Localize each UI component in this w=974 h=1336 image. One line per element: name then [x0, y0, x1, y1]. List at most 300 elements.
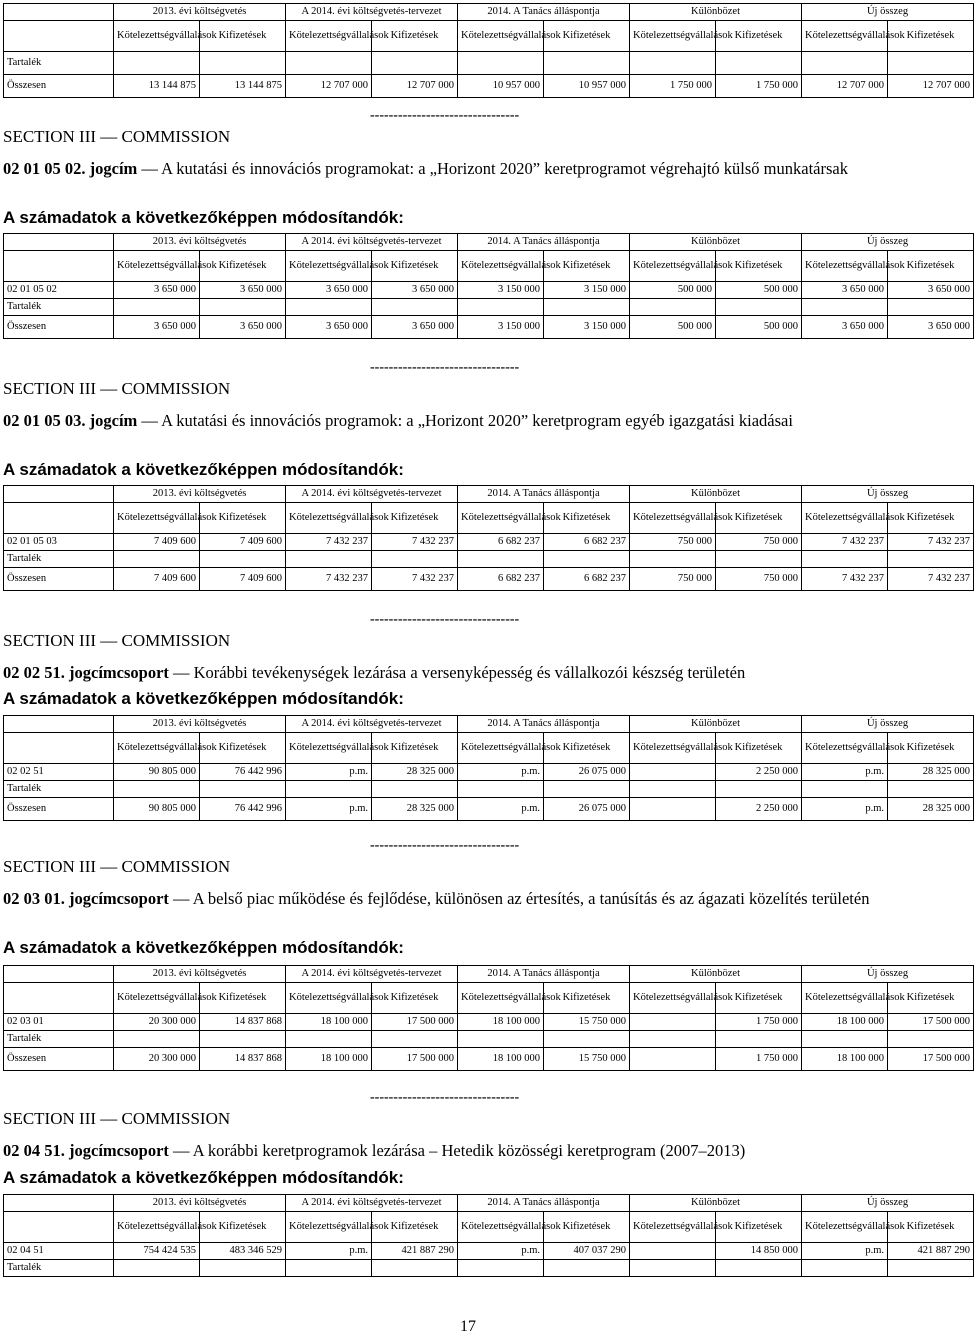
amendment-subheading: A számadatok a következőképpen módosítandók:	[3, 938, 404, 957]
budget-line-code: 02 03 01. jogcímcsoport	[3, 889, 169, 908]
amount-cell: 3 150 000	[458, 282, 544, 299]
amount-cell: 7 432 237	[888, 568, 974, 591]
payments-header: Kifizetések	[544, 21, 630, 52]
amount-cell: 407 037 290	[544, 1243, 630, 1260]
amount-cell	[888, 781, 974, 798]
amount-cell	[802, 299, 888, 316]
commitments-header: Kötelezettségvállalások	[802, 733, 888, 764]
payments-header: Kifizetések	[888, 251, 974, 282]
commitments-header: Kötelezettségvállalások	[630, 983, 716, 1014]
column-group-header: 2013. évi költségvetés	[114, 966, 286, 983]
amount-cell: 1 750 000	[716, 1048, 802, 1071]
amount-cell	[630, 781, 716, 798]
amount-cell: 7 432 237	[372, 568, 458, 591]
commitments-header: Kötelezettségvállalások	[630, 21, 716, 52]
amount-cell	[716, 52, 802, 75]
amount-cell: 26 075 000	[544, 764, 630, 781]
amount-cell: 90 805 000	[114, 764, 200, 781]
amount-cell: 15 750 000	[544, 1014, 630, 1031]
header-corner	[4, 234, 114, 251]
budget-line-code: 02 01 05 02. jogcím	[3, 159, 138, 178]
payments-header: Kifizetések	[544, 733, 630, 764]
column-group-header: A 2014. évi költségvetés-tervezet	[286, 1195, 458, 1212]
amount-cell	[630, 1014, 716, 1031]
budget-line-title	[3, 158, 953, 179]
amount-cell	[372, 52, 458, 75]
amount-cell: 6 682 237	[544, 534, 630, 551]
amount-cell	[200, 1260, 286, 1277]
row-label: Összesen	[4, 568, 114, 591]
section-heading: SECTION III — COMMISSION	[3, 379, 231, 398]
column-group-header: Új összeg	[802, 234, 974, 251]
column-group-header: Különbözet	[630, 4, 802, 21]
column-group-header: 2014. A Tanács álláspontja	[458, 234, 630, 251]
amount-cell	[372, 551, 458, 568]
commitments-header: Kötelezettségvállalások	[114, 503, 200, 534]
amount-cell	[114, 781, 200, 798]
amount-cell	[630, 1260, 716, 1277]
amount-cell	[630, 1048, 716, 1071]
budget-line-row	[4, 1014, 974, 1031]
payments-header: Kifizetések	[544, 983, 630, 1014]
amount-cell: p.m.	[802, 1243, 888, 1260]
amendment-subheading: A számadatok a következőképpen módosítandók:	[3, 1168, 404, 1187]
commitments-header: Kötelezettségvállalások	[458, 21, 544, 52]
amount-cell	[114, 1031, 200, 1048]
budget-line-description: — Korábbi tevékenységek lezárása a versenyképesség és vállalkozói készség területén	[168, 663, 746, 682]
amount-cell	[286, 1031, 372, 1048]
amount-cell: 18 100 000	[802, 1048, 888, 1071]
amount-cell: 750 000	[630, 534, 716, 551]
amount-cell	[630, 798, 716, 821]
amount-cell	[630, 52, 716, 75]
amount-cell: 18 100 000	[286, 1048, 372, 1071]
header-corner	[4, 486, 114, 503]
row-label: Összesen	[4, 798, 114, 821]
amount-cell	[544, 1260, 630, 1277]
amount-cell	[630, 299, 716, 316]
amount-cell	[458, 1260, 544, 1277]
amount-cell	[200, 551, 286, 568]
payments-header: Kifizetések	[716, 733, 802, 764]
row-label: Tartalék	[4, 1031, 114, 1048]
amount-cell	[286, 1260, 372, 1277]
amount-cell: 7 409 600	[114, 568, 200, 591]
payments-header: Kifizetések	[200, 503, 286, 534]
commitments-header: Kötelezettségvállalások	[114, 21, 200, 52]
amount-cell	[200, 781, 286, 798]
payments-header: Kifizetések	[372, 503, 458, 534]
row-label: Összesen	[4, 1048, 114, 1071]
amount-cell: 6 682 237	[544, 568, 630, 591]
amount-cell	[544, 1031, 630, 1048]
amount-cell: 28 325 000	[888, 798, 974, 821]
amount-cell: 1 750 000	[716, 75, 802, 98]
amount-cell: 14 837 868	[200, 1014, 286, 1031]
amount-cell	[630, 551, 716, 568]
budget-line-title	[3, 888, 953, 909]
section-heading: SECTION III — COMMISSION	[3, 857, 231, 876]
commitments-header: Kötelezettségvállalások	[802, 251, 888, 282]
amount-cell	[888, 299, 974, 316]
payments-header: Kifizetések	[372, 733, 458, 764]
amount-cell: 7 409 600	[114, 534, 200, 551]
reserve-row	[4, 1260, 974, 1277]
payments-header: Kifizetések	[716, 251, 802, 282]
amount-cell	[458, 52, 544, 75]
reserve-row	[4, 551, 974, 568]
amount-cell: 12 707 000	[888, 75, 974, 98]
amount-cell	[716, 1031, 802, 1048]
commitments-header: Kötelezettségvállalások	[802, 983, 888, 1014]
header-corner	[4, 716, 114, 733]
amount-cell: 7 409 600	[200, 568, 286, 591]
column-group-header: 2014. A Tanács álláspontja	[458, 716, 630, 733]
payments-header: Kifizetések	[372, 983, 458, 1014]
commitments-header: Kötelezettségvállalások	[802, 1212, 888, 1243]
amount-cell: 500 000	[630, 282, 716, 299]
amount-cell	[200, 52, 286, 75]
amount-cell: 13 144 875	[200, 75, 286, 98]
amount-cell: 17 500 000	[372, 1048, 458, 1071]
separator-line: --------------------------------	[370, 612, 520, 627]
amount-cell: 10 957 000	[544, 75, 630, 98]
column-group-header: Új összeg	[802, 966, 974, 983]
amount-cell	[372, 1031, 458, 1048]
amount-cell	[372, 1260, 458, 1277]
amount-cell	[544, 299, 630, 316]
amount-cell	[544, 781, 630, 798]
amount-cell: p.m.	[802, 798, 888, 821]
amount-cell: p.m.	[286, 764, 372, 781]
amount-cell	[286, 551, 372, 568]
amount-cell: p.m.	[458, 798, 544, 821]
header-corner	[4, 21, 114, 52]
budget-table	[3, 1194, 974, 1277]
amount-cell: 17 500 000	[888, 1048, 974, 1071]
payments-header: Kifizetések	[544, 251, 630, 282]
row-label: Tartalék	[4, 551, 114, 568]
payments-header: Kifizetések	[200, 251, 286, 282]
amount-cell: 12 707 000	[372, 75, 458, 98]
amount-cell: 14 850 000	[716, 1243, 802, 1260]
header-corner	[4, 733, 114, 764]
amount-cell	[114, 551, 200, 568]
amount-cell	[802, 1260, 888, 1277]
amount-cell: 28 325 000	[372, 764, 458, 781]
payments-header: Kifizetések	[372, 251, 458, 282]
page-number: 17	[460, 1318, 476, 1335]
budget-line-row	[4, 282, 974, 299]
amount-cell: 3 650 000	[888, 282, 974, 299]
payments-header: Kifizetések	[716, 983, 802, 1014]
payments-header: Kifizetések	[544, 1212, 630, 1243]
amount-cell	[200, 1031, 286, 1048]
amount-cell: 7 432 237	[888, 534, 974, 551]
amount-cell: 500 000	[630, 316, 716, 339]
row-label: Tartalék	[4, 1260, 114, 1277]
amount-cell: p.m.	[458, 1243, 544, 1260]
amount-cell	[286, 299, 372, 316]
header-row-years	[4, 716, 974, 733]
commitments-header: Kötelezettségvállalások	[114, 983, 200, 1014]
amount-cell	[458, 299, 544, 316]
total-row	[4, 798, 974, 821]
amount-cell: 7 409 600	[200, 534, 286, 551]
amount-cell: 3 650 000	[802, 282, 888, 299]
amount-cell	[802, 781, 888, 798]
reserve-row	[4, 299, 974, 316]
header-row-types	[4, 503, 974, 534]
column-group-header: Különbözet	[630, 1195, 802, 1212]
amount-cell: 750 000	[716, 568, 802, 591]
amount-cell	[888, 52, 974, 75]
amount-cell: 76 442 996	[200, 798, 286, 821]
header-row-years	[4, 1195, 974, 1212]
column-group-header: 2013. évi költségvetés	[114, 1195, 286, 1212]
row-label: Összesen	[4, 316, 114, 339]
commitments-header: Kötelezettségvállalások	[286, 733, 372, 764]
commitments-header: Kötelezettségvállalások	[458, 503, 544, 534]
budget-line-description: — A korábbi keretprogramok lezárása – Hetedik közösségi keretprogram (2007–2013)	[168, 1141, 746, 1160]
amount-cell	[802, 52, 888, 75]
commitments-header: Kötelezettségvállalások	[114, 733, 200, 764]
amendment-subheading: A számadatok a következőképpen módosítandók:	[3, 208, 404, 227]
reserve-row	[4, 1031, 974, 1048]
budget-line-description: — A kutatási és innovációs programokat: a „Horizont 2020” keretprogramot végrehajtó külső munkatársak	[137, 159, 848, 178]
column-group-header: Új összeg	[802, 486, 974, 503]
amount-cell: p.m.	[802, 764, 888, 781]
header-corner	[4, 983, 114, 1014]
column-group-header: 2014. A Tanács álláspontja	[458, 966, 630, 983]
commitments-header: Kötelezettségvállalások	[458, 1212, 544, 1243]
amount-cell: 7 432 237	[802, 568, 888, 591]
payments-header: Kifizetések	[888, 1212, 974, 1243]
amount-cell	[888, 551, 974, 568]
column-group-header: 2014. A Tanács álláspontja	[458, 4, 630, 21]
total-row	[4, 568, 974, 591]
budget-line-title	[3, 662, 953, 683]
amount-cell	[630, 1031, 716, 1048]
amount-cell	[458, 781, 544, 798]
section-heading: SECTION III — COMMISSION	[3, 631, 231, 650]
commitments-header: Kötelezettségvállalások	[630, 251, 716, 282]
amount-cell	[544, 551, 630, 568]
header-corner	[4, 1212, 114, 1243]
amount-cell: 28 325 000	[888, 764, 974, 781]
amount-cell: 26 075 000	[544, 798, 630, 821]
row-label: Tartalék	[4, 52, 114, 75]
row-label: 02 04 51	[4, 1243, 114, 1260]
amount-cell	[802, 551, 888, 568]
amount-cell: 7 432 237	[286, 534, 372, 551]
amount-cell: 18 100 000	[458, 1014, 544, 1031]
row-label: Tartalék	[4, 781, 114, 798]
commitments-header: Kötelezettségvállalások	[802, 21, 888, 52]
column-group-header: A 2014. évi költségvetés-tervezet	[286, 234, 458, 251]
amount-cell: 12 707 000	[802, 75, 888, 98]
amount-cell: 500 000	[716, 282, 802, 299]
commitments-header: Kötelezettségvállalások	[286, 983, 372, 1014]
amount-cell	[716, 781, 802, 798]
amount-cell: 3 650 000	[286, 316, 372, 339]
amount-cell: p.m.	[458, 764, 544, 781]
commitments-header: Kötelezettségvállalások	[114, 1212, 200, 1243]
column-group-header: A 2014. évi költségvetés-tervezet	[286, 966, 458, 983]
payments-header: Kifizetések	[544, 503, 630, 534]
header-corner	[4, 966, 114, 983]
amount-cell: 17 500 000	[372, 1014, 458, 1031]
amount-cell	[372, 781, 458, 798]
budget-line-title	[3, 1140, 953, 1161]
header-corner	[4, 4, 114, 21]
amount-cell	[544, 52, 630, 75]
amount-cell: p.m.	[286, 798, 372, 821]
column-group-header: 2013. évi költségvetés	[114, 4, 286, 21]
amount-cell: 421 887 290	[372, 1243, 458, 1260]
amount-cell	[888, 1031, 974, 1048]
amount-cell: 3 650 000	[114, 282, 200, 299]
header-row-years	[4, 966, 974, 983]
commitments-header: Kötelezettségvállalások	[458, 733, 544, 764]
payments-header: Kifizetések	[200, 733, 286, 764]
budget-line-description: — A kutatási és innovációs programok: a „Horizont 2020” keretprogram egyéb igazgatási kiadásai	[137, 411, 793, 430]
payments-header: Kifizetések	[888, 983, 974, 1014]
amount-cell	[630, 1243, 716, 1260]
separator-line: --------------------------------	[370, 360, 520, 375]
amount-cell: 18 100 000	[458, 1048, 544, 1071]
commitments-header: Kötelezettségvállalások	[286, 1212, 372, 1243]
row-label: Összesen	[4, 75, 114, 98]
amount-cell: 3 650 000	[802, 316, 888, 339]
budget-table	[3, 233, 974, 339]
amount-cell: 13 144 875	[114, 75, 200, 98]
amount-cell	[716, 299, 802, 316]
commitments-header: Kötelezettségvállalások	[286, 21, 372, 52]
amount-cell: 750 000	[630, 568, 716, 591]
row-label: 02 01 05 03	[4, 534, 114, 551]
amount-cell: 500 000	[716, 316, 802, 339]
section-heading: SECTION III — COMMISSION	[3, 127, 231, 146]
separator-line: --------------------------------	[370, 838, 520, 853]
amount-cell: 3 150 000	[544, 316, 630, 339]
reserve-row	[4, 52, 974, 75]
amendment-subheading: A számadatok a következőképpen módosítandók:	[3, 689, 404, 708]
column-group-header: 2013. évi költségvetés	[114, 486, 286, 503]
header-corner	[4, 503, 114, 534]
amount-cell: 1 750 000	[716, 1014, 802, 1031]
column-group-header: 2013. évi költségvetés	[114, 234, 286, 251]
amount-cell	[888, 1260, 974, 1277]
total-row	[4, 316, 974, 339]
amount-cell	[114, 52, 200, 75]
amount-cell: 76 442 996	[200, 764, 286, 781]
amount-cell	[114, 299, 200, 316]
amount-cell	[286, 781, 372, 798]
row-label: 02 03 01	[4, 1014, 114, 1031]
section-heading: SECTION III — COMMISSION	[3, 1109, 231, 1128]
commitments-header: Kötelezettségvállalások	[630, 733, 716, 764]
total-row	[4, 1048, 974, 1071]
amount-cell	[630, 764, 716, 781]
budget-line-code: 02 02 51. jogcímcsoport	[3, 663, 169, 682]
commitments-header: Kötelezettségvállalások	[286, 251, 372, 282]
amount-cell: 7 432 237	[372, 534, 458, 551]
budget-line-code: 02 01 05 03. jogcím	[3, 411, 138, 430]
amount-cell: 3 650 000	[200, 316, 286, 339]
budget-line-row	[4, 764, 974, 781]
amount-cell: 3 650 000	[200, 282, 286, 299]
column-group-header: A 2014. évi költségvetés-tervezet	[286, 716, 458, 733]
header-row-years	[4, 234, 974, 251]
column-group-header: Új összeg	[802, 4, 974, 21]
column-group-header: A 2014. évi költségvetés-tervezet	[286, 486, 458, 503]
row-label: 02 02 51	[4, 764, 114, 781]
commitments-header: Kötelezettségvállalások	[114, 251, 200, 282]
budget-line-code: 02 04 51. jogcímcsoport	[3, 1141, 169, 1160]
header-row-types	[4, 251, 974, 282]
amount-cell: 6 682 237	[458, 534, 544, 551]
budget-table	[3, 965, 974, 1071]
row-label: 02 01 05 02	[4, 282, 114, 299]
payments-header: Kifizetések	[372, 21, 458, 52]
payments-header: Kifizetések	[200, 21, 286, 52]
amount-cell: 15 750 000	[544, 1048, 630, 1071]
column-group-header: Különbözet	[630, 716, 802, 733]
amount-cell	[458, 551, 544, 568]
amount-cell	[114, 1260, 200, 1277]
payments-header: Kifizetések	[372, 1212, 458, 1243]
amount-cell: 3 150 000	[458, 316, 544, 339]
amount-cell: 17 500 000	[888, 1014, 974, 1031]
amount-cell: p.m.	[286, 1243, 372, 1260]
amount-cell: 18 100 000	[286, 1014, 372, 1031]
amount-cell: 483 346 529	[200, 1243, 286, 1260]
commitments-header: Kötelezettségvállalások	[458, 983, 544, 1014]
column-group-header: 2014. A Tanács álláspontja	[458, 1195, 630, 1212]
column-group-header: Új összeg	[802, 716, 974, 733]
commitments-header: Kötelezettségvállalások	[630, 1212, 716, 1243]
payments-header: Kifizetések	[716, 21, 802, 52]
amount-cell	[716, 551, 802, 568]
amount-cell: 12 707 000	[286, 75, 372, 98]
header-row-types	[4, 21, 974, 52]
budget-line-row	[4, 534, 974, 551]
header-row-years	[4, 486, 974, 503]
column-group-header: Új összeg	[802, 1195, 974, 1212]
total-row	[4, 75, 974, 98]
payments-header: Kifizetések	[716, 1212, 802, 1243]
budget-table	[3, 485, 974, 591]
amount-cell: 421 887 290	[888, 1243, 974, 1260]
amount-cell: 750 000	[716, 534, 802, 551]
amount-cell: 14 837 868	[200, 1048, 286, 1071]
amount-cell	[802, 1031, 888, 1048]
amount-cell: 90 805 000	[114, 798, 200, 821]
amount-cell: 10 957 000	[458, 75, 544, 98]
budget-line-row	[4, 1243, 974, 1260]
amount-cell: 3 650 000	[114, 316, 200, 339]
amount-cell	[458, 1031, 544, 1048]
amount-cell: 1 750 000	[630, 75, 716, 98]
payments-header: Kifizetések	[888, 503, 974, 534]
separator-line: --------------------------------	[370, 108, 520, 123]
payments-header: Kifizetések	[200, 1212, 286, 1243]
amount-cell: 2 250 000	[716, 764, 802, 781]
amount-cell: 7 432 237	[286, 568, 372, 591]
payments-header: Kifizetések	[200, 983, 286, 1014]
budget-table	[3, 3, 974, 98]
